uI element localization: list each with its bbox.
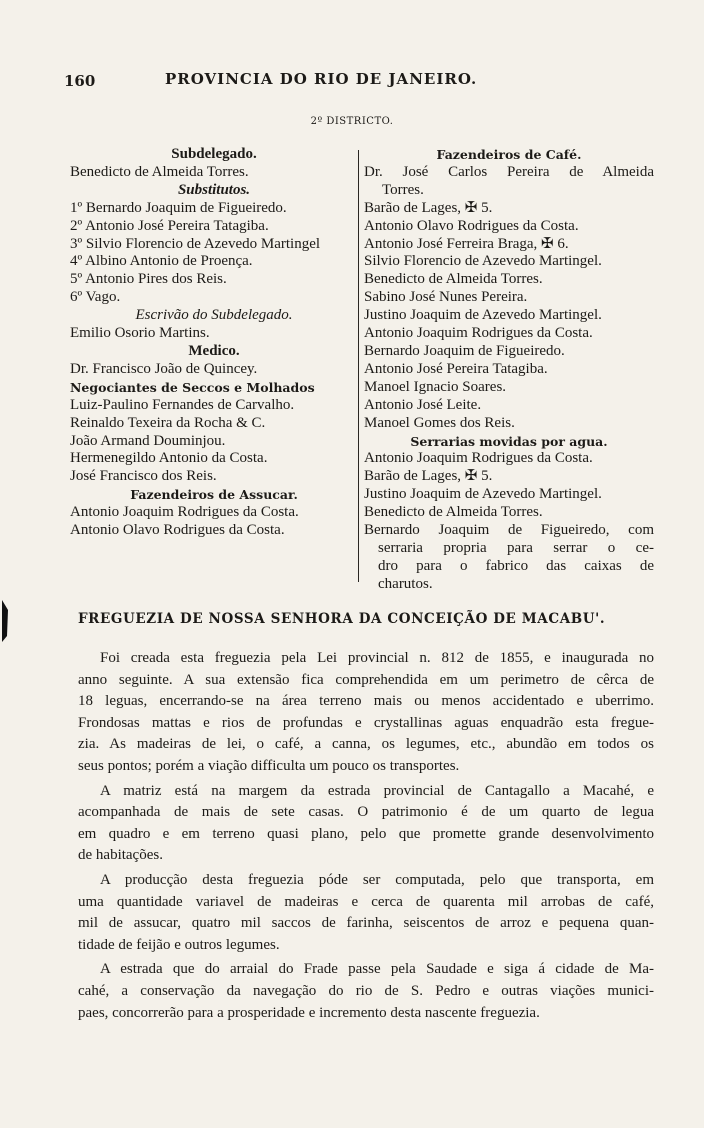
right-column-line: Serrarias movidas por agua. bbox=[410, 433, 608, 449]
left-column-line: Subdelegado. bbox=[171, 146, 257, 162]
right-column-line: charutos. bbox=[378, 575, 433, 592]
district-heading: 2º DISTRICTO. bbox=[310, 116, 394, 127]
left-column-line: 2º Antonio José Pereira Tatagiba. bbox=[70, 217, 269, 234]
right-column-line: Barão de Lages, ✠ 5. bbox=[364, 468, 493, 485]
text-line: mil de assucar, quatro mil saccos de farinha, seiscentos de arroz e pequena quan- bbox=[78, 915, 654, 932]
text-line: A producção desta freguezia póde ser computada, pelo que transporta, em bbox=[100, 871, 654, 888]
text-line: uma quantidade variavel de madeiras e cerca de quarenta mil arrobas de café, bbox=[78, 893, 654, 910]
right-column-line: dro para o fabrico das caixas de bbox=[378, 557, 654, 574]
left-column-line: Antonio Joaquim Rodrigues da Costa. bbox=[70, 504, 299, 521]
right-column-line: Torres. bbox=[382, 181, 424, 198]
left-column-line: Antonio Olavo Rodrigues da Costa. bbox=[70, 522, 285, 539]
right-column-line: Justino Joaquim de Azevedo Martingel. bbox=[364, 307, 602, 324]
right-column-line: Silvio Florencio de Azevedo Martingel. bbox=[364, 253, 602, 270]
paragraph bbox=[78, 870, 654, 956]
right-column-line: Antonio José Leite. bbox=[364, 396, 482, 413]
text-line: em quadro e em terreno quasi plano, pelo que promette grande desenvolvimento bbox=[78, 825, 654, 842]
left-column-line: Fazendeiros de Assucar. bbox=[130, 487, 298, 503]
left-column-line: Escrivão do Subdelegado. bbox=[135, 307, 293, 324]
text-line: cahé, a conservação da navegação do rio de S. Pedro e outras viações munici- bbox=[78, 982, 654, 999]
right-column-line: Benedicto de Almeida Torres. bbox=[364, 504, 543, 521]
paragraph bbox=[78, 959, 654, 1024]
right-column-line: Justino Joaquim de Azevedo Martingel. bbox=[364, 486, 602, 503]
text-line: tidade de feijão e outros legumes. bbox=[78, 936, 280, 953]
right-column-line: Bernardo Joaquim de Figueiredo. bbox=[364, 342, 565, 359]
left-column-line: 4º Albino Antonio de Proença. bbox=[70, 253, 253, 270]
left-column-line: Medico. bbox=[188, 342, 240, 359]
right-column-line: Manoel Gomes dos Reis. bbox=[364, 414, 515, 431]
right-column-line: serraria propria para serrar o ce- bbox=[378, 539, 654, 556]
left-column-line: 1º Bernardo Joaquim de Figueiredo. bbox=[70, 199, 287, 216]
left-column-line: 5º Antonio Pires dos Reis. bbox=[70, 271, 227, 288]
left-column bbox=[70, 146, 358, 540]
right-column-line: Antonio José Pereira Tatagiba. bbox=[364, 360, 548, 377]
right-column bbox=[364, 146, 654, 594]
left-column-line: 3º Silvio Florencio de Azevedo Martingel bbox=[70, 235, 321, 252]
right-column-line: Barão de Lages, ✠ 5. bbox=[364, 199, 493, 216]
text-line: de habitações. bbox=[78, 847, 163, 864]
text-line: seus pontos; porém a viação difficulta um pouco os transportes. bbox=[78, 757, 460, 774]
left-column-line: 6º Vago. bbox=[70, 289, 121, 306]
left-column-line: Negociantes de Seccos e Molhados bbox=[70, 379, 315, 395]
right-column-line: Bernardo Joaquim de Figueiredo, com bbox=[364, 522, 654, 539]
running-title: PROVINCIA DO RIO DE JANEIRO. bbox=[165, 70, 478, 88]
right-column-line: Manoel Ignacio Soares. bbox=[364, 378, 507, 395]
text-line: A matriz está na margem da estrada provincial de Cantagallo a Macahé, e bbox=[100, 782, 654, 799]
text-line: Frondosas mattas e rios de profundas e crystallinas aguas enquadrão esta fregue- bbox=[78, 714, 654, 731]
text-line: anno seguinte. A sua extensão fica comprehendida em um perimetro de cêrca de bbox=[78, 671, 654, 688]
text-line: Foi creada esta freguezia pela Lei provincial n. 812 de 1855, e inaugurada no bbox=[100, 650, 654, 666]
text-line: acompanhada de mais de sete casas. O patrimonio é de um quarto de legua bbox=[78, 804, 654, 821]
text-line: 18 leguas, encerrando-se na área terreno mais ou menos accidentado e uberrimo. bbox=[78, 693, 654, 710]
right-column-line: Antonio José Ferreira Braga, ✠ 6. bbox=[364, 235, 569, 252]
right-column-line: Antonio Joaquim Rodrigues da Costa. bbox=[364, 325, 593, 342]
page-number: 160 bbox=[64, 72, 96, 90]
paragraph bbox=[78, 781, 654, 867]
left-column-line: Luiz-Paulino Fernandes de Carvalho. bbox=[70, 396, 295, 413]
right-column-line: Dr. José Carlos Pereira de Almeida bbox=[364, 163, 654, 180]
column-divider bbox=[358, 150, 359, 582]
left-column-line: Substitutos. bbox=[177, 181, 251, 198]
left-column-line: Emilio Osorio Martins. bbox=[70, 325, 210, 342]
right-column-line: Antonio Olavo Rodrigues da Costa. bbox=[364, 217, 579, 234]
text-line: paes, concorrerão para a prosperidade e incremento desta nascente freguezia. bbox=[78, 1004, 540, 1021]
right-column-line: Antonio Joaquim Rodrigues da Costa. bbox=[364, 450, 593, 467]
left-column-line: Dr. Francisco João de Quincey. bbox=[70, 360, 258, 377]
right-column-line: Sabino José Nunes Pereira. bbox=[364, 289, 528, 306]
left-column-line: João Armand Douminjou. bbox=[70, 432, 226, 449]
right-column-line: Benedicto de Almeida Torres. bbox=[364, 271, 543, 288]
text-line: zia. As madeiras de lei, o café, a canna, os legumes, etc., abundão em todos os bbox=[78, 736, 654, 753]
page-edge-mark bbox=[0, 596, 10, 646]
parish-description bbox=[78, 648, 654, 1027]
left-column-line: Reinaldo Texeira da Rocha & C. bbox=[70, 414, 266, 431]
left-column-line: Hermenegildo Antonio da Costa. bbox=[70, 450, 268, 467]
paragraph bbox=[78, 648, 654, 778]
text-line: A estrada que do arraial do Frade passe pela Saudade e siga á cidade de Ma- bbox=[100, 961, 654, 978]
left-column-line: José Francisco dos Reis. bbox=[70, 468, 217, 485]
right-column-line: Fazendeiros de Café. bbox=[436, 147, 582, 162]
left-column-line: Benedicto de Almeida Torres. bbox=[70, 163, 249, 180]
parish-title: FREGUEZIA DE NOSSA SENHORA DA CONCEIÇÃO DE MACABU'. bbox=[78, 611, 606, 627]
